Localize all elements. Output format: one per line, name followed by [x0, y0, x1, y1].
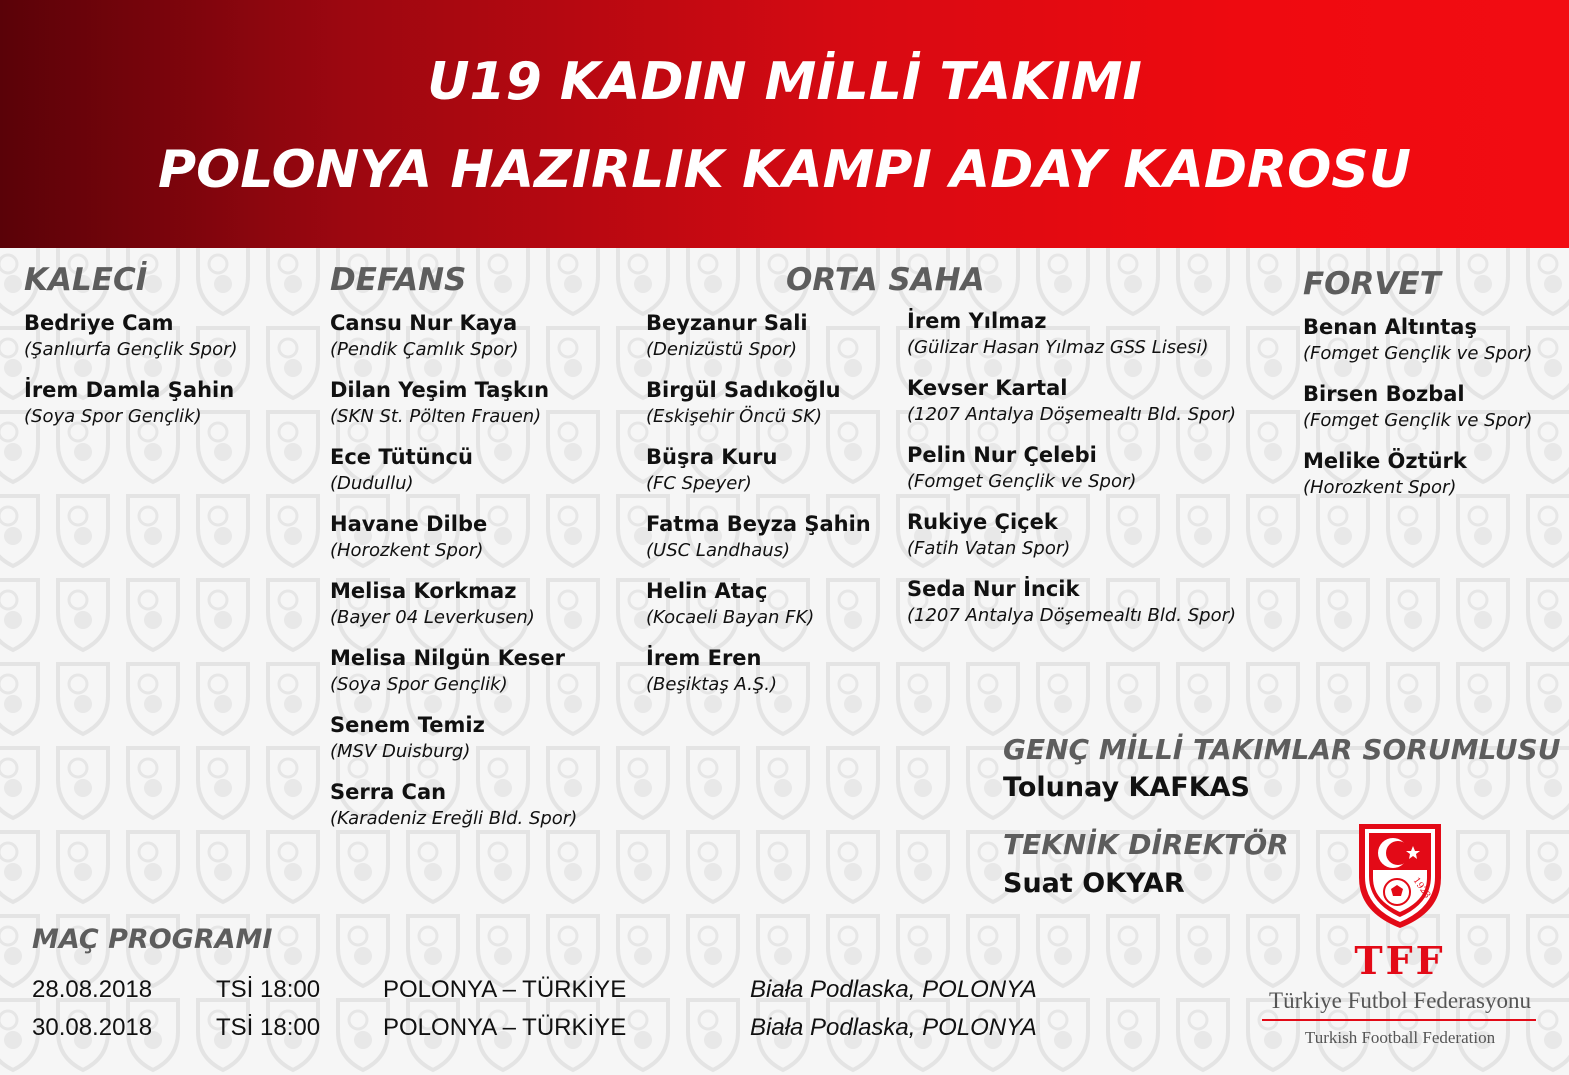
player-name: İrem Damla Şahin	[24, 378, 235, 402]
player-club: (USC Landhaus)	[646, 540, 791, 561]
match-time: TSİ 18:00	[216, 1014, 321, 1041]
player-name: Pelin Nur Çelebi	[907, 443, 1097, 467]
player-club: (Şanlıurfa Gençlik Spor)	[24, 339, 238, 360]
section-title-orta-saha: ORTA SAHA	[786, 262, 985, 298]
section-title-forvet: FORVET	[1303, 266, 1441, 302]
player-name: Melisa Nilgün Keser	[330, 646, 565, 670]
player-name: Beyzanur Sali	[646, 311, 808, 335]
player-name: Rukiye Çiçek	[907, 510, 1058, 534]
section-title-kaleci: KALECİ	[24, 262, 148, 298]
player-name: Kevser Kartal	[907, 376, 1068, 400]
player-entry	[330, 444, 473, 496]
player-entry	[646, 645, 777, 697]
player-club: (SKN St. Pölten Frauen)	[330, 406, 542, 427]
coach-name: Suat OKYAR	[1003, 868, 1185, 899]
tff-abbreviation: TFF	[1354, 938, 1446, 983]
schedule-title: MAÇ PROGRAMI	[32, 924, 273, 955]
page-title-line-2: POLONYA HAZIRLIK KAMPI ADAY KADROSU	[157, 140, 1411, 200]
player-club: (1207 Antalya Döşemealtı Bld. Spor)	[907, 605, 1237, 626]
header-banner	[0, 0, 1569, 248]
match-venue: Biała Podlaska, POLONYA	[750, 1014, 1037, 1041]
player-entry	[907, 509, 1070, 561]
player-name: Melike Öztürk	[1303, 449, 1467, 473]
crest-year: 1923	[1410, 875, 1432, 901]
player-entry	[646, 511, 871, 563]
player-name: Ece Tütüncü	[330, 445, 473, 469]
player-entry	[907, 576, 1236, 628]
player-entry	[330, 578, 535, 630]
player-entry	[646, 310, 808, 362]
federation-name-en: Turkish Football Federation	[1304, 1028, 1496, 1047]
match-venue: Biała Podlaska, POLONYA	[750, 976, 1037, 1003]
player-club: (Denizüstü Spor)	[646, 339, 798, 360]
player-club: (MSV Duisburg)	[330, 741, 471, 762]
coach-title: TEKNİK DİREKTÖR	[1003, 828, 1289, 861]
player-name: Fatma Beyza Şahin	[646, 512, 871, 536]
schedule-row	[0, 976, 1180, 1010]
player-name: Büşra Kuru	[646, 445, 778, 469]
player-club: (Soya Spor Gençlik)	[330, 674, 508, 695]
player-entry	[330, 712, 485, 764]
match-time: TSİ 18:00	[216, 976, 321, 1003]
federation-divider	[1262, 1019, 1536, 1021]
match-date: 30.08.2018	[32, 1014, 153, 1041]
player-entry	[1303, 314, 1532, 366]
player-club: (Fomget Gençlik ve Spor)	[907, 471, 1137, 492]
player-club: (Eskişehir Öncü SK)	[646, 406, 823, 427]
player-entry	[330, 511, 487, 563]
player-club: (Dudullu)	[330, 473, 414, 494]
schedule-row	[0, 1014, 1180, 1048]
match-teams: POLONYA – TÜRKİYE	[383, 1014, 627, 1041]
player-name: Bedriye Cam	[24, 311, 174, 335]
player-club: (Karadeniz Ereğli Bld. Spor)	[330, 808, 578, 829]
player-entry	[24, 310, 238, 362]
player-entry	[330, 645, 565, 697]
player-club: (Beşiktaş A.Ş.)	[646, 674, 777, 695]
player-name: Helin Ataç	[646, 579, 768, 603]
player-name: Senem Temiz	[330, 713, 485, 737]
player-club: (1207 Antalya Döşemealtı Bld. Spor)	[907, 404, 1237, 425]
player-name: Serra Can	[330, 780, 447, 804]
player-club: (Fomget Gençlik ve Spor)	[1303, 343, 1533, 364]
player-club: (Pendik Çamlık Spor)	[330, 339, 519, 360]
player-club: (Gülizar Hasan Yılmaz GSS Lisesi)	[907, 337, 1209, 358]
player-club: (Bayer 04 Leverkusen)	[330, 607, 535, 628]
player-entry	[1303, 381, 1532, 433]
player-name: Seda Nur İncik	[907, 577, 1080, 601]
player-entry	[24, 377, 234, 429]
page-title-line-1: U19 KADIN MİLLİ TAKIMI	[427, 52, 1142, 112]
youth-head-title: GENÇ MİLLİ TAKIMLAR SORUMLUSU	[1003, 733, 1561, 766]
player-name: Benan Altıntaş	[1303, 315, 1477, 339]
player-club: (Fatih Vatan Spor)	[907, 538, 1071, 559]
federation-name-tr: Türkiye Futbol Federasyonu	[1269, 988, 1531, 1013]
player-entry	[1303, 448, 1467, 500]
youth-head-name: Tolunay KAFKAS	[1003, 772, 1250, 803]
player-entry	[330, 310, 519, 362]
player-club: (Fomget Gençlik ve Spor)	[1303, 410, 1533, 431]
tff-crest-logo	[1355, 820, 1445, 930]
player-club: (Kocaeli Bayan FK)	[646, 607, 815, 628]
player-name: Birgül Sadıkoğlu	[646, 378, 841, 402]
player-entry	[330, 377, 549, 429]
player-club: (FC Speyer)	[646, 473, 752, 494]
player-entry	[907, 375, 1236, 427]
section-title-defans: DEFANS	[330, 262, 467, 298]
player-club: (Horozkent Spor)	[330, 540, 484, 561]
player-club: (Horozkent Spor)	[1303, 477, 1457, 498]
player-name: Birsen Bozbal	[1303, 382, 1465, 406]
match-date: 28.08.2018	[32, 976, 153, 1003]
player-name: Melisa Korkmaz	[330, 579, 517, 603]
player-name: İrem Eren	[646, 646, 762, 670]
player-name: İrem Yılmaz	[907, 309, 1047, 333]
player-entry	[646, 377, 841, 429]
player-name: Cansu Nur Kaya	[330, 311, 518, 335]
player-entry	[646, 578, 814, 630]
player-club: (Soya Spor Gençlik)	[24, 406, 202, 427]
player-name: Havane Dilbe	[330, 512, 488, 536]
player-entry	[907, 442, 1136, 494]
player-name: Dilan Yeşim Taşkın	[330, 378, 550, 402]
player-entry	[646, 444, 777, 496]
match-teams: POLONYA – TÜRKİYE	[383, 976, 627, 1003]
player-entry	[907, 308, 1209, 360]
player-entry	[330, 779, 577, 831]
